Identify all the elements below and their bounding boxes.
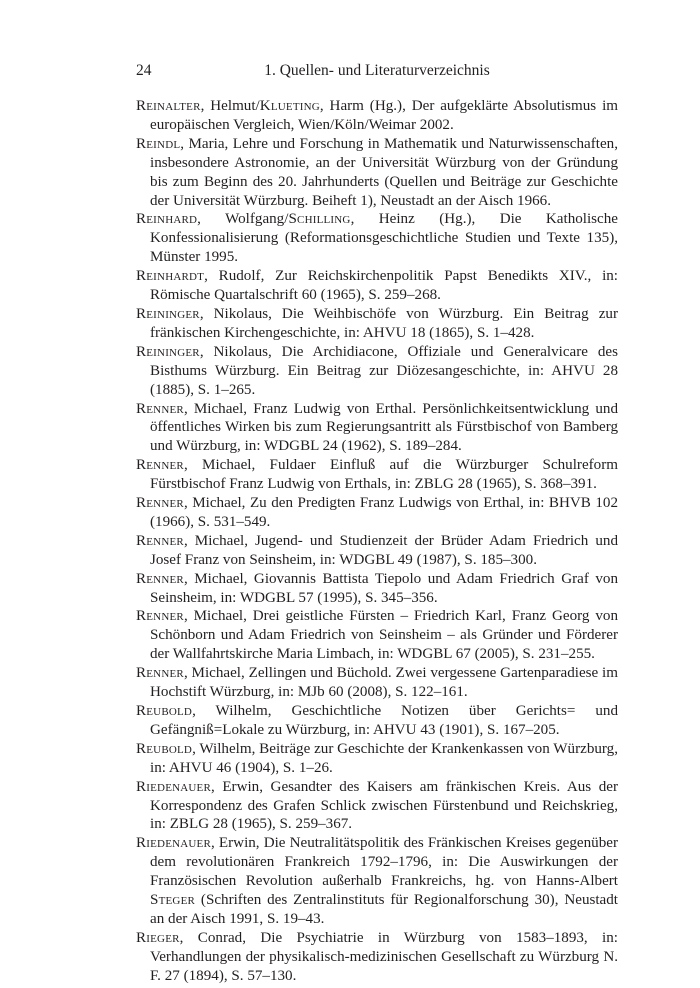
bibliography-entry — [136, 494, 618, 532]
bibliography-entry — [136, 570, 618, 608]
author-name: Renner — [136, 570, 184, 587]
entry-text: , Heinz (Hg.), Die Katholische Konfessionalisierung (Reformationsgeschichtliche Studien und Texte 135), Münster 1995. — [150, 211, 618, 266]
bibliography-entry — [136, 456, 618, 494]
page-header — [136, 61, 618, 81]
author-name: Renner — [136, 665, 184, 682]
author-name: Reininger — [136, 343, 200, 360]
running-title: 1. Quellen- und Literaturverzeichnis — [264, 62, 490, 79]
bibliography-entry — [136, 532, 618, 570]
entry-text: , Michael, Drei geistliche Fürsten – Friedrich Karl, Franz Georg von Schönborn und Adam Friedrich von Seinsheim – als Gründer und Förderer der Wallfahrtskirche Maria Limbach, in: WDGBL 67 (2005), S. 231–255. — [150, 608, 618, 663]
entry-text: , Michael, Giovannis Battista Tiepolo und Adam Friedrich Graf von Seinsheim, in: WDGBL 57 (1995), S. 345–356. — [150, 570, 618, 606]
entry-text: , Erwin, Gesandter des Kaisers am fränkischen Kreis. Aus der Korrespondenz des Grafen Schlick zwischen Fürstenbund und Reichskrieg, in: ZBLG 28 (1965), S. 259–367. — [150, 778, 618, 833]
author-name: Reubold — [136, 703, 193, 719]
bibliography-list — [136, 97, 618, 986]
author-name: Reubold — [136, 740, 193, 757]
bibliography-entry — [136, 400, 618, 457]
bibliography-entry — [136, 740, 618, 778]
entry-text: , Nikolaus, Die Weihbischöfe von Würzburg. Ein Beitrag zur fränkischen Kirchengeschichte, in: AHVU 18 (1865), S. 1–428. — [150, 305, 618, 341]
entry-text: , Conrad, Die Psychiatrie in Würzburg von 1583–1893, in: Verhandlungen der physikalisch-medizinischen Gesellschaft zu Würzburg N. F. 27 (1894), S. 57–130. — [150, 929, 618, 984]
entry-text: , Erwin, Die Neutralitätspolitik des Fränkischen Kreises gegenüber dem revolutionären Frankreich 1792–1796, in: Die Auswirkungen der Französischen Revolution außerhalb Frankreichs, hg. von Hanns-Albert — [150, 835, 618, 890]
entry-text: , Nikolaus, Die Archidiacone, Offiziale und Generalvicare des Bisthums Würzburg. Ein Beitrag zur Diözesangeschichte, in: AHVU 28 (1885), S. 1–265. — [150, 343, 618, 398]
author-name: Reindl — [136, 135, 181, 152]
bibliography-entry — [136, 135, 618, 211]
entry-text: , Harm (Hg.), Der aufgeklärte Absolutismus im europäischen Vergleich, Wien/Köln/Weimar 2002. — [150, 98, 618, 133]
page-number: 24 — [136, 62, 152, 79]
bibliography-entry — [136, 343, 618, 400]
entry-text: , Michael, Fuldaer Einfluß auf die Würzburger Schulreform Fürstbischof Franz Ludwig von Erthals, in: ZBLG 28 (1965), S. 368–391. — [150, 457, 618, 493]
entry-text: , Wolfgang/ — [197, 211, 289, 228]
bibliography-entry — [136, 305, 618, 343]
bibliography-entry — [136, 97, 618, 135]
bibliography-entry — [136, 702, 618, 740]
entry-text: , Michael, Jugend- und Studienzeit der Brüder Adam Friedrich und Josef Franz von Seinsheim, in: WDGBL 49 (1987), S. 185–300. — [150, 532, 618, 568]
author-name: Schilling — [288, 211, 351, 228]
author-name: Klueting — [259, 98, 320, 114]
bibliography-entry — [136, 210, 618, 267]
author-name: Reinhardt — [136, 268, 205, 285]
bibliography-entry — [136, 778, 618, 835]
entry-text: , Michael, Zu den Predigten Franz Ludwigs von Erthal, in: BHVB 102 (1966), S. 531–549. — [150, 495, 618, 530]
author-name: Riedenauer — [136, 835, 212, 852]
entry-text: , Helmut/ — [200, 98, 260, 114]
entry-text: , Wilhelm, Geschichtliche Notizen über Gerichts= und Gefängniß=Lokale zu Würzburg, in: AHVU 43 (1901), S. 167–205. — [150, 703, 618, 738]
author-name: Riedenauer — [136, 778, 212, 795]
author-name: Rieger — [136, 929, 180, 946]
author-name: Reinhard — [136, 211, 198, 228]
author-name: Reininger — [136, 305, 200, 322]
author-name: Renner — [136, 608, 184, 625]
author-name: Reinalter — [136, 98, 201, 114]
author-name: Steger — [150, 892, 196, 909]
author-name: Renner — [136, 400, 184, 417]
bibliography-entry — [136, 607, 618, 664]
author-name: Renner — [136, 495, 184, 512]
bibliography-entry — [136, 267, 618, 305]
entry-text: , Michael, Franz Ludwig von Erthal. Persönlichkeitsentwicklung und öffentliches Wirken bis zum Regierungsantritt als Fürstbischof von Bamberg und Würzburg, in: WDGBL 24 (1962), S. 189–284. — [150, 400, 618, 455]
bibliography-entry — [136, 834, 618, 929]
entry-text: , Michael, Zellingen und Büchold. Zwei vergessene Gartenparadiese im Hochstift Würzburg, in: MJb 60 (2008), S. 122–161. — [150, 665, 618, 701]
bibliography-entry — [136, 664, 618, 702]
author-name: Renner — [136, 532, 184, 549]
entry-text: , Maria, Lehre und Forschung in Mathematik und Naturwissenschaften, insbesondere Astronomie, an der Universität Würzburg von der Gründung bis zum Beginn des 20. Jahrhunderts (Quellen und Beiträge zur Geschichte der Universität Würzburg. Beiheft 1), Neustadt an der Aisch 1966. — [150, 135, 618, 209]
entry-text: (Schriften des Zentralinstituts für Regionalforschung 30), Neustadt an der Aisch 1991, S. 19–43. — [150, 892, 618, 927]
bibliography-entry — [136, 929, 618, 986]
entry-text: , Wilhelm, Beiträge zur Geschichte der Krankenkassen von Würzburg, in: AHVU 46 (1904), S. 1–26. — [150, 740, 618, 776]
entry-text: , Rudolf, Zur Reichskirchenpolitik Papst Benedikts XIV., in: Römische Quartalschrift 60 (1965), S. 259–268. — [150, 268, 618, 304]
author-name: Renner — [136, 457, 184, 474]
